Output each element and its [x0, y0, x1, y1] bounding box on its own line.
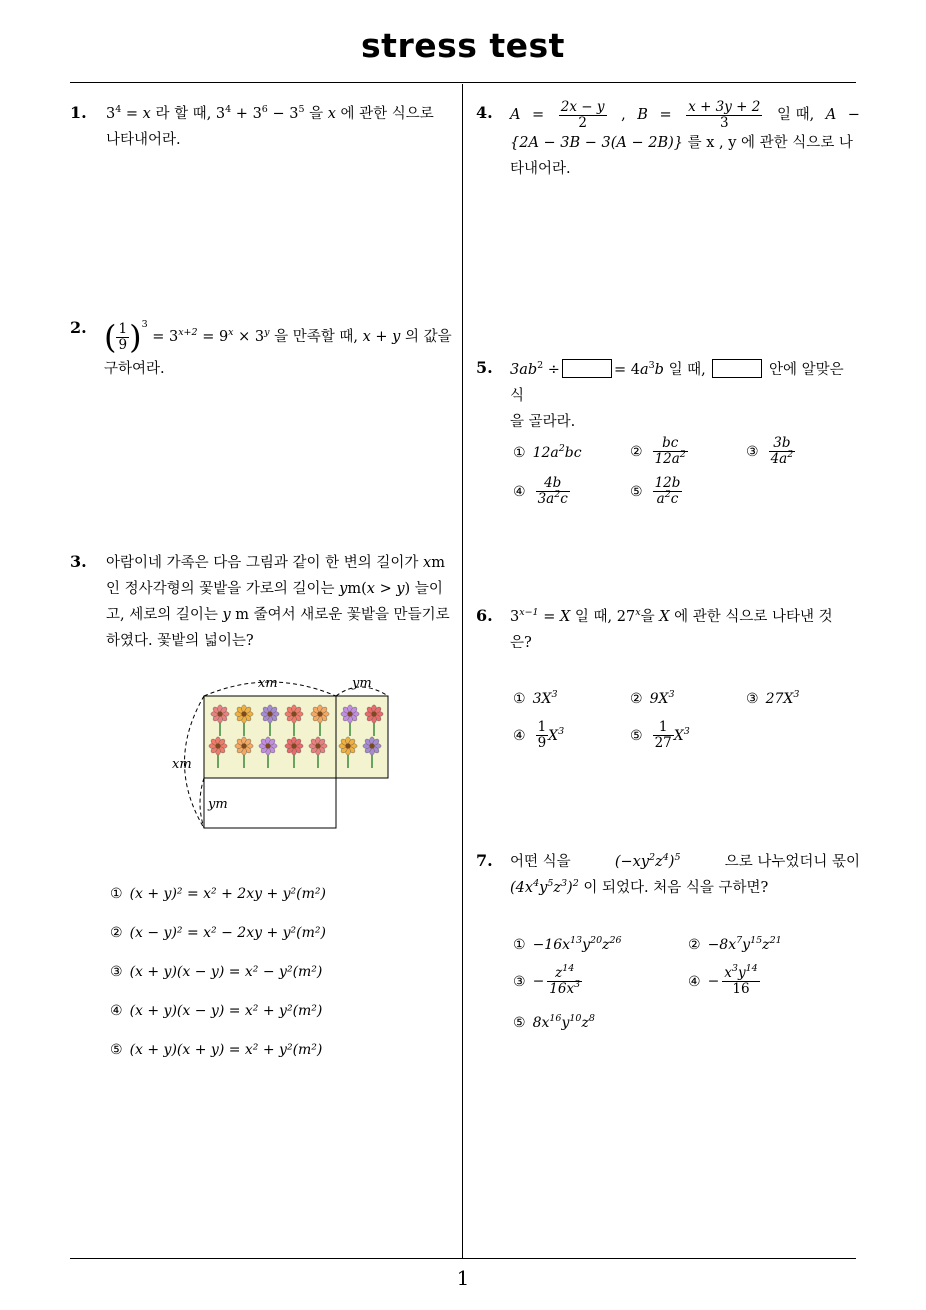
problem-6-number: 6. — [476, 606, 493, 625]
choice-7-1[interactable]: ① $-16x^{13}y^{20}z^{26}$ — [513, 935, 622, 953]
choice-3-2[interactable]: ② (x − y)² = x² − 2xy + y²(m²) — [110, 925, 326, 941]
problem-5-text: $3ab^2$ ÷ = $4a^3b$ 일 때, 안에 알맞은 식 을 골라라. — [510, 360, 844, 430]
problem-7-text: 어떤 식을 $(-xy^2z^4)^5$ 으로 나누었더니 몫이 $(4x^4y^5z^3)^2$ 이 되었다. 처음 식을 구하면? — [510, 852, 860, 896]
problem-4-number: 4. — [476, 103, 493, 122]
problem-1-text: $3^4 = x$ 라 할 때, $3^4 + 3^6 - 3^5$ 을 x 에 관한 식으로 나타내어라. — [106, 104, 434, 148]
problem-5-number: 5. — [476, 358, 493, 377]
problem-2-text: ( $\frac{1}{9}$ )$^3 = 3^{x+2} = 9^x \times 3^y$ 을 만족할 때, x + y 의 값을 구하여라. — [104, 318, 452, 377]
choice-5-5[interactable]: ⑤ $\frac{12b}{a^2c}$ — [630, 475, 681, 507]
problem-3-number: 3. — [70, 552, 87, 571]
choice-5-1[interactable]: ① $12a^2bc$ — [513, 443, 582, 461]
top-rule — [70, 82, 856, 83]
problem-1-number: 1. — [70, 103, 87, 122]
choice-6-4[interactable]: ④ $\frac{1}{9}$ $X^3$ — [513, 719, 565, 751]
choice-5-3[interactable]: ③ $\frac{3b}{4a^2}$ — [746, 435, 794, 467]
flower-garden-figure — [160, 668, 400, 838]
answer-blank-box-2 — [712, 359, 762, 378]
choice-5-4[interactable]: ④ $\frac{4b}{3a^2c}$ — [513, 475, 568, 507]
choice-7-2[interactable]: ② $-8x^7y^{15}z^{21}$ — [688, 935, 782, 953]
choice-6-3[interactable]: ③ $27X^3$ — [746, 689, 800, 707]
page-title: stress test — [361, 26, 565, 65]
label-top-y: ym — [352, 676, 372, 691]
problem-7-number: 7. — [476, 851, 493, 870]
choice-3-1[interactable]: ① (x + y)² = x² + 2xy + y²(m²) — [110, 886, 326, 902]
problem-6-text: $3^{x-1} = X$ 일 때, 27$^x$을 X 에 관한 식으로 나타낸 것 은? — [510, 607, 833, 651]
column-divider — [462, 84, 463, 1259]
page-number: 1 — [456, 1266, 470, 1290]
bottom-rule — [70, 1258, 856, 1259]
label-top-x: xm — [258, 676, 278, 691]
choice-6-1[interactable]: ① $3X^3$ — [513, 689, 558, 707]
choice-6-5[interactable]: ⑤ $\frac{1}{27}$ $X^3$ — [630, 719, 690, 751]
choice-3-4[interactable]: ④ (x + y)(x − y) = x² + y²(m²) — [110, 1003, 323, 1019]
choice-5-2[interactable]: ② $\frac{bc}{12a^2}$ — [630, 435, 686, 467]
choice-7-3[interactable]: ③ − $\frac{z^{14}}{16x^3}$ — [513, 963, 581, 997]
choice-3-3[interactable]: ③ (x + y)(x − y) = x² − y²(m²) — [110, 964, 323, 980]
label-inner-y: ym — [208, 797, 228, 812]
problem-2-number: 2. — [70, 318, 87, 337]
choice-7-4[interactable]: ④ − $\frac{x^3y^{14}}{16}$ — [688, 963, 758, 997]
answer-blank-box — [562, 359, 612, 378]
label-left-x: xm — [172, 757, 192, 772]
problem-3-text: 아람이네 가족은 다음 그림과 같이 한 변의 길이가 xm 인 정사각형의 꽃밭을 가로의 길이는 ym(x > y) 늘이 고, 세로의 길이는 y m 줄여서 새로운 꽃밭을 만들기로 하였다. 꽃밭의 넓이는? — [106, 555, 450, 649]
choice-6-2[interactable]: ② $9X^3$ — [630, 689, 675, 707]
problem-4-text: A = $\frac{2x - y}{2}$ , B = $\frac{x + 3y + 2}{3}$ 일 때, A − {2A − 3B − 3(A − 2B)} 를 x , y 에 관한 식으로 나 타내어라. — [510, 98, 860, 177]
choice-7-5[interactable]: ⑤ $8x^{16}y^{10}z^8$ — [513, 1013, 595, 1031]
inner-y-dimension-arc — [200, 778, 204, 828]
choice-3-5[interactable]: ⑤ (x + y)(x + y) = x² + y²(m²) — [110, 1042, 323, 1058]
